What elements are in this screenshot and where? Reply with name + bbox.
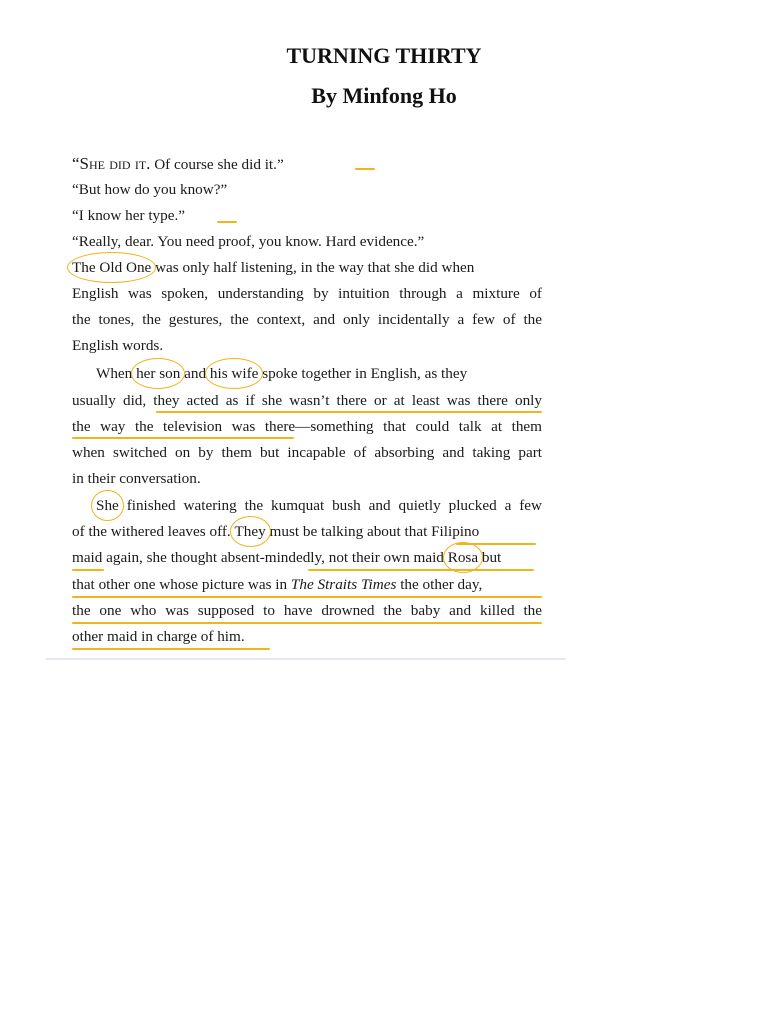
text-span: finished watering the kumquat bush and quietly plucked a few	[118, 497, 542, 514]
text-line: in their conversation.	[72, 470, 201, 487]
text-line: when switched on by them but incapable of absorbing and taking part	[72, 444, 542, 461]
highlight-underline	[72, 437, 294, 439]
circled-phrase	[210, 364, 259, 384]
document-author: By Minfong Ho	[311, 83, 457, 108]
text-span: They	[234, 523, 266, 540]
text-line	[72, 548, 501, 568]
circled-phrase	[235, 522, 266, 542]
highlight-underline	[308, 569, 534, 571]
text-span: that other one whose picture was in	[72, 576, 291, 593]
text-line	[72, 575, 482, 595]
text-line: the tones, the gestures, the context, and only incidentally a few of the	[72, 311, 542, 328]
highlight-mark	[355, 168, 375, 170]
text-span: Rosa	[447, 549, 479, 566]
text-span: The Old One	[72, 259, 152, 276]
circled-phrase	[448, 548, 478, 568]
text-line: English words.	[72, 337, 164, 354]
text-span: “She did it.	[72, 154, 151, 173]
text-line	[96, 496, 542, 516]
text-span: his wife	[209, 365, 259, 382]
text-line: “Really, dear. You need proof, you know. Hard evidence.”	[72, 233, 425, 250]
text-line	[72, 154, 284, 175]
text-span: She	[96, 497, 119, 514]
highlight-mark	[217, 221, 237, 223]
text-span: her son	[136, 365, 181, 382]
highlight-underline	[72, 648, 270, 650]
circled-phrase	[72, 258, 151, 278]
text-line: “But how do you know?”	[72, 181, 228, 198]
text-span: spoke together in English, as they	[258, 365, 468, 382]
text-span: maid again, she thought absent-mindedly, not their own maid	[72, 549, 448, 566]
text-span: was only half listening, in the way that she did when	[151, 259, 475, 276]
scanned-page-excerpt	[46, 140, 568, 662]
scan-edge-divider	[46, 658, 566, 660]
document-title: TURNING THIRTY	[286, 43, 482, 68]
text-line	[96, 364, 467, 384]
text-line: “I know her type.”	[72, 207, 186, 224]
highlight-underline	[72, 569, 104, 571]
text-line: the way the television was there—something that could talk at them	[72, 418, 542, 435]
circled-phrase	[96, 496, 119, 516]
text-span: must be talking about that Filipino	[265, 523, 480, 540]
text-span: and	[180, 365, 210, 382]
text-line	[72, 258, 474, 278]
text-span: Of course she did it.”	[150, 156, 284, 173]
text-line: the one who was supposed to have drowned the baby and killed the	[72, 602, 542, 619]
text-line: other maid in charge of him.	[72, 628, 245, 645]
circled-phrase	[136, 364, 180, 384]
text-line: English was spoken, understanding by intuition through a mixture of	[72, 285, 542, 302]
text-span: The Straits Times	[290, 576, 397, 593]
highlight-underline	[72, 622, 542, 624]
highlight-underline	[456, 543, 536, 545]
highlight-underline	[156, 411, 542, 413]
text-span: the other day,	[396, 576, 483, 593]
highlight-underline	[72, 596, 542, 598]
text-span: but	[478, 549, 502, 566]
text-span: When	[96, 365, 137, 382]
text-line	[72, 522, 479, 542]
text-line: usually did, they acted as if she wasn’t there or at least was there only	[72, 392, 542, 409]
text-span: of the withered leaves off.	[72, 523, 235, 540]
